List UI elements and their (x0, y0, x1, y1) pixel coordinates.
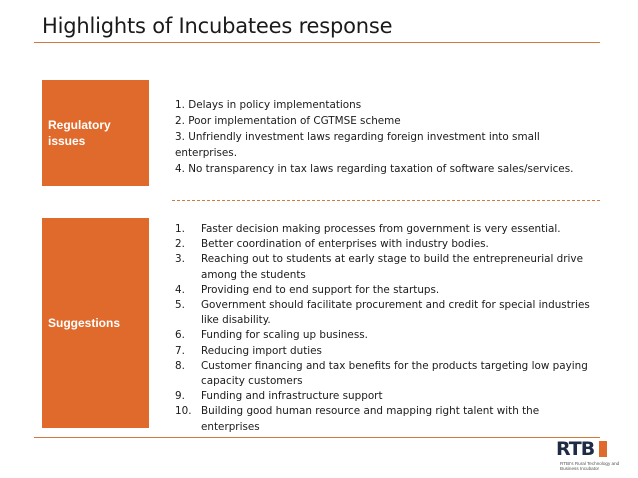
list-item: 3. Unfriendly investment laws regarding foreign investment into small enterprises. (175, 131, 540, 159)
rtbi-logo (556, 436, 618, 476)
item-number: 1. (175, 223, 185, 235)
list-item: 2. Poor implementation of CGTMSE scheme (175, 115, 401, 127)
item-text: Better coordination of enterprises with industry bodies. (201, 238, 489, 251)
list-item (175, 344, 595, 359)
item-number: 6. (175, 329, 185, 342)
item-text: Government should facilitate procurement and credit for special industries like disability. (201, 299, 590, 327)
logo-subtitle: RTBI's Rural Technology and Business Incubator (560, 461, 620, 472)
regulatory-issues-list (175, 97, 595, 177)
regulatory-issues-box (42, 80, 149, 186)
item-number: 9. (175, 390, 185, 403)
page-title: Highlights of Incubatees response (42, 14, 393, 38)
item-text: Customer financing and tax benefits for the products targeting low paying capacity customers (201, 359, 588, 388)
item-text: Reducing import duties (201, 344, 322, 357)
list-item (175, 237, 595, 252)
logo-wordmark: RTB (556, 438, 595, 460)
item-text: Reaching out to students at early stage to build the entrepreneurial drive among the students (201, 253, 583, 281)
item-text: Building good human resource and mapping right talent with the enterprises (201, 405, 540, 433)
list-item (175, 404, 595, 434)
footer-divider (34, 437, 600, 438)
title-divider (34, 42, 600, 43)
item-number: 4. (175, 283, 185, 296)
item-number: 7. (175, 344, 185, 357)
item-number: 2. (175, 238, 185, 251)
list-item (175, 283, 595, 298)
item-number: 5. (175, 299, 185, 312)
item-text: Faster decision making processes from government is very essential. (201, 223, 561, 235)
list-item (175, 389, 595, 404)
regulatory-issues-label: Regulatory issues (48, 118, 111, 148)
list-item (175, 298, 595, 328)
item-text: Funding and infrastructure support (201, 390, 383, 403)
list-item: 1. Delays in policy implementations (175, 99, 362, 111)
list-item: 4. No transparency in tax laws regarding taxation of software sales/services. (175, 163, 574, 175)
list-item (175, 252, 595, 282)
item-number: 3. (175, 253, 185, 266)
item-text: Providing end to end support for the startups. (201, 283, 440, 296)
list-item (175, 222, 595, 237)
list-item (175, 328, 595, 343)
suggestions-box (42, 218, 149, 428)
item-text: Funding for scaling up business. (201, 329, 368, 342)
logo-i-mark-icon (599, 441, 607, 457)
list-item (175, 359, 595, 389)
suggestions-label: Suggestions (48, 316, 121, 330)
suggestions-list (175, 222, 595, 435)
item-number: 8. (175, 359, 185, 372)
section-divider (172, 200, 600, 201)
item-number: 10. (175, 405, 192, 418)
